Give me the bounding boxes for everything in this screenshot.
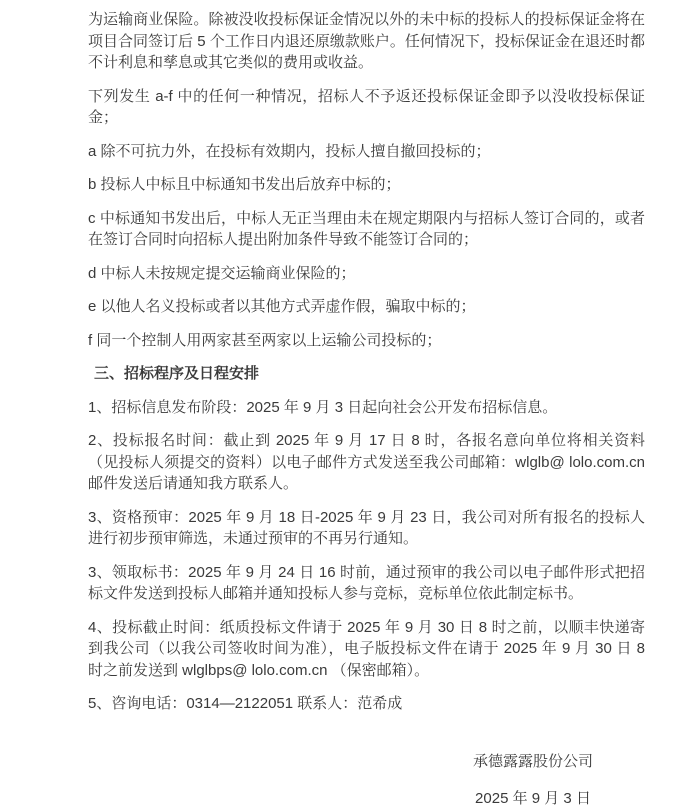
schedule-item-1: 1、招标信息发布阶段：2025 年 9 月 3 日起向社会公开发布招标信息。	[88, 398, 558, 416]
schedule-item-3-collect-documents: 3、领取标书：2025 年 9 月 24 日 16 时前，通过预审的我公司以电子邮件形式把招标文件发送到投标人邮箱并通知投标人参与竞标，竞标单位依此制定标书。	[88, 563, 645, 602]
schedule-item-3-prequalification: 3、资格预审：2025 年 9 月 18 日-2025 年 9 月 23 日，我公司对所有报名的投标人进行初步预审筛选，未通过预审的不再另行通知。	[88, 508, 645, 547]
forfeit-item-a: a 除不可抗力外，在投标有效期内，投标人擅自撤回投标的；	[88, 142, 491, 160]
intro-paragraph-2: 下列发生 a-f 中的任何一种情况，招标人不予返还投标保证金即予以没收投标保证金；	[88, 87, 645, 126]
forfeit-item-f: f 同一个控制人用两家甚至两家以上运输公司投标的；	[88, 331, 442, 349]
schedule-item-4: 4、投标截止时间：纸质投标文件请于 2025 年 9 月 30 日 8 时之前，以顺丰快递寄到我公司（以我公司签收时间为准），电子版投标文件在请于 2025 年 9 月 30 日 8 时之前发送到 wlglbps@ lolo.com.cn （保密邮箱）。	[88, 618, 645, 679]
intro-paragraph-1: 为运输商业保险。除被没收投标保证金情况以外的未中标的投标人的投标保证金将在项目合同签订后 5 个工作日内退还原缴款账户。任何情况下，投标保证金在退还时都不计利息和孳息或其它类似的费用或收益。	[88, 11, 645, 71]
signature-date: 2025 年 9 月 3 日	[475, 790, 591, 807]
forfeit-item-c: c 中标通知书发出后，中标人无正当理由未在规定期限内与招标人签订合同的，或者在签订合同时向招标人提出附加条件导致不能签订合同的；	[88, 209, 645, 248]
forfeit-item-d: d 中标人未按规定提交运输商业保险的；	[88, 264, 356, 282]
schedule-item-5: 5、咨询电话：0314—2122051 联系人：范希成	[88, 695, 403, 712]
forfeit-item-b: b 投标人中标且中标通知书发出后放弃中标的；	[88, 176, 401, 193]
forfeit-item-e: e 以他人名义投标或者以其他方式弄虚作假，骗取中标的；	[88, 298, 476, 315]
signature-block	[418, 751, 648, 810]
schedule-item-2: 2、投标报名时间：截止到 2025 年 9 月 17 日 8 时，各报名意向单位将相关资料（见投标人须提交的资料）以电子邮件方式发送至我公司邮箱：wlglb@ lolo.com.cn 邮件发送后请通知我方联系人。	[88, 432, 645, 492]
signature-company: 承德露露股份公司	[472, 752, 593, 770]
section-heading: 三、招标程序及日程安排	[94, 365, 260, 382]
